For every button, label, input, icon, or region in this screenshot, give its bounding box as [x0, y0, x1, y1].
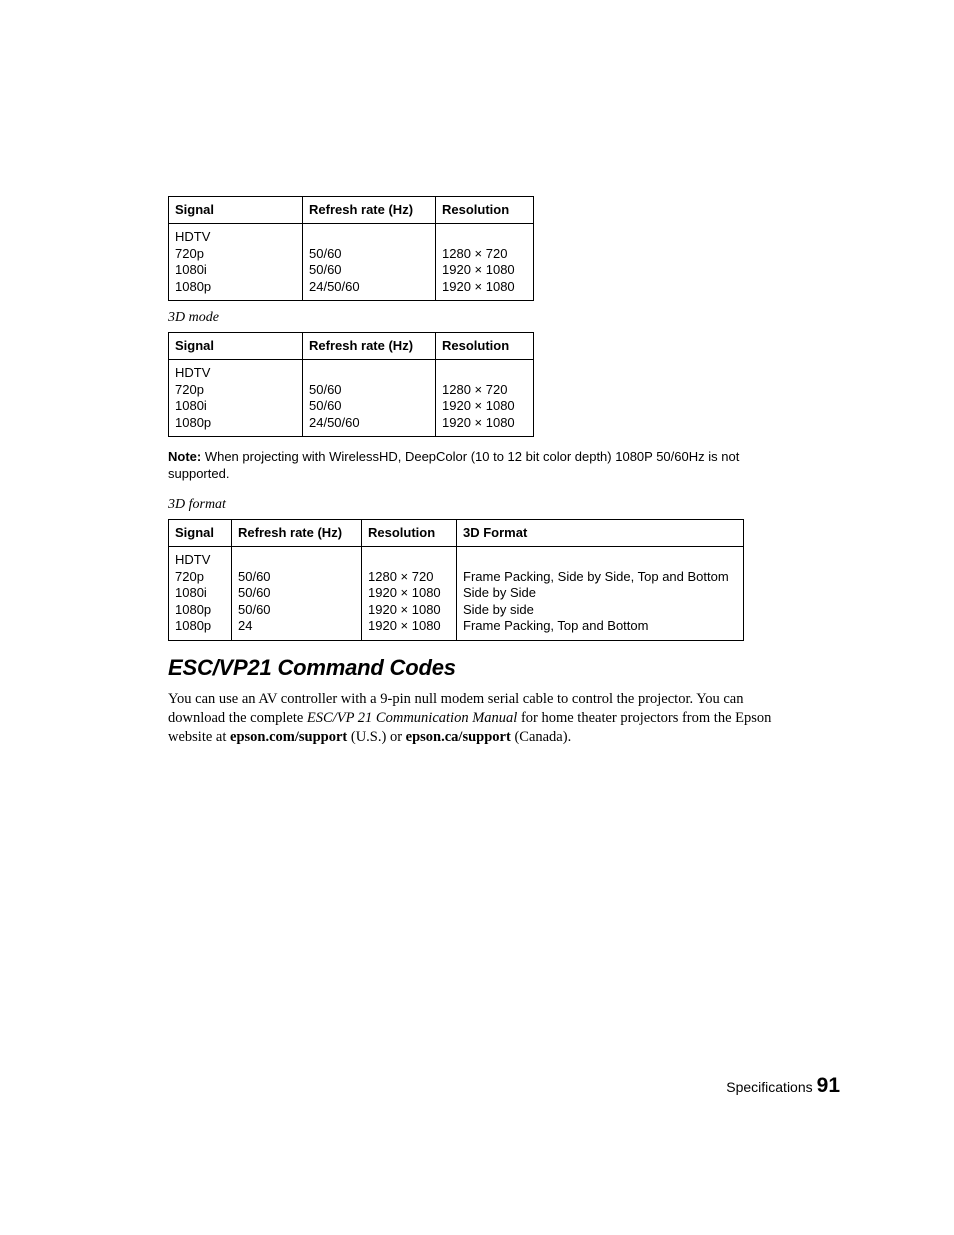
- caption-3d-format: 3D format: [168, 497, 226, 512]
- resolution-value: 1920 × 1080: [368, 585, 441, 600]
- 3d-format-value: Frame Packing, Top and Bottom: [463, 618, 649, 633]
- signal-table-3d-format: [168, 519, 744, 641]
- refresh-rate-value: 24: [238, 618, 253, 633]
- refresh-rate-value: 24/50/60: [309, 414, 360, 430]
- 3d-format-value: Side by side: [463, 601, 534, 617]
- resolution-value: 1920 × 1080: [442, 278, 515, 294]
- signal-table-2d: [168, 196, 534, 301]
- caption-3d-mode: 3D mode: [168, 310, 219, 325]
- resolution-value: 1920 × 1080: [442, 262, 515, 277]
- 3d-format-value: [463, 552, 737, 569]
- support-link-us[interactable]: epson.com/support: [230, 729, 348, 746]
- table-row: [169, 547, 744, 641]
- body-text: (U.S.) or: [347, 729, 406, 746]
- signal-value: 1080p: [175, 278, 212, 294]
- resolution-value: 1920 × 1080: [442, 398, 515, 413]
- column-header-refresh-rate: Refresh rate (Hz): [303, 197, 436, 224]
- resolution-value: [368, 552, 450, 569]
- signal-cell: [169, 360, 303, 437]
- body-text: You can use an AV controller with a 9-pin null modem serial cable to control the projector. You can download the complete: [168, 691, 744, 727]
- refresh-rate-value: [309, 229, 429, 246]
- refresh-rate-value: [309, 365, 429, 382]
- signal-value: 1080p: [175, 414, 212, 430]
- signal-value: 720p: [175, 568, 204, 584]
- page-number: 91: [816, 1074, 840, 1097]
- resolution-value: 1280 × 720: [368, 568, 434, 584]
- table-row: [169, 360, 534, 437]
- column-header-resolution: Resolution: [436, 197, 534, 224]
- resolution-value: [442, 365, 527, 382]
- body-text: for home theater projectors from the Epson website at: [168, 710, 772, 746]
- table-header-row: [169, 197, 534, 224]
- resolution-value: 1280 × 720: [442, 245, 508, 261]
- body-text: (Canada).: [510, 729, 572, 746]
- resolution-value: [442, 229, 527, 246]
- signal-value: 1080i: [175, 398, 207, 413]
- support-link-canada[interactable]: epson.ca/support: [405, 729, 511, 746]
- signal-value: 1080i: [175, 262, 207, 277]
- table-row: [169, 224, 534, 301]
- column-header-resolution: Resolution: [436, 333, 534, 360]
- table-header-row: [169, 520, 744, 547]
- signal-value: 720p: [175, 381, 204, 397]
- column-header-resolution: Resolution: [362, 520, 457, 547]
- resolution-value: 1280 × 720: [442, 381, 508, 397]
- refresh-rate-cell: [303, 224, 436, 301]
- signal-value: 1080p: [175, 618, 212, 633]
- body-paragraph: [168, 690, 780, 748]
- column-header-signal: Signal: [169, 520, 232, 547]
- signal-value: 1080i: [175, 585, 207, 600]
- column-header-refresh-rate: Refresh rate (Hz): [232, 520, 362, 547]
- resolution-cell: [362, 547, 457, 641]
- resolution-value: 1920 × 1080: [368, 601, 441, 617]
- signal-cell: [169, 224, 303, 301]
- refresh-rate-value: 24/50/60: [309, 278, 360, 294]
- column-header-signal: Signal: [169, 333, 303, 360]
- 3d-format-value: Side by Side: [463, 585, 536, 600]
- resolution-value: 1920 × 1080: [442, 414, 515, 430]
- column-header-refresh-rate: Refresh rate (Hz): [303, 333, 436, 360]
- signal-value: 1080p: [175, 601, 212, 617]
- resolution-cell: [436, 224, 534, 301]
- refresh-rate-value: 50/60: [238, 585, 271, 600]
- refresh-rate-value: 50/60: [309, 398, 342, 413]
- refresh-rate-value: 50/60: [309, 381, 342, 397]
- signal-cell: [169, 547, 232, 641]
- refresh-rate-cell: [232, 547, 362, 641]
- note-text: When projecting with WirelessHD, DeepColor (10 to 12 bit color depth) 1080P 50/60Hz is not supported.: [168, 449, 740, 481]
- column-header-3d-format: 3D Format: [457, 520, 744, 547]
- column-header-signal: Signal: [169, 197, 303, 224]
- note-label: Note:: [168, 449, 202, 464]
- refresh-rate-value: 50/60: [238, 568, 271, 584]
- signal-value: HDTV: [175, 552, 211, 567]
- page-footer: [726, 1074, 840, 1098]
- table-header-row: [169, 333, 534, 360]
- 3d-format-value: Frame Packing, Side by Side, Top and Bottom: [463, 568, 729, 584]
- resolution-value: 1920 × 1080: [368, 618, 441, 633]
- refresh-rate-value: 50/60: [309, 245, 342, 261]
- signal-value: 720p: [175, 245, 204, 261]
- signal-value: HDTV: [175, 365, 211, 380]
- note-paragraph: [168, 448, 778, 482]
- refresh-rate-value: 50/60: [309, 262, 342, 277]
- refresh-rate-value: 50/60: [238, 601, 271, 617]
- refresh-rate-value: [238, 552, 355, 569]
- signal-table-3d-mode: [168, 332, 534, 437]
- signal-value: HDTV: [175, 229, 211, 244]
- manual-title: ESC/VP 21 Communication Manual: [306, 710, 518, 727]
- 3d-format-cell: [457, 547, 744, 641]
- section-heading: ESC/VP21 Command Codes: [168, 655, 456, 680]
- resolution-cell: [436, 360, 534, 437]
- footer-section-title: Specifications: [726, 1079, 813, 1095]
- refresh-rate-cell: [303, 360, 436, 437]
